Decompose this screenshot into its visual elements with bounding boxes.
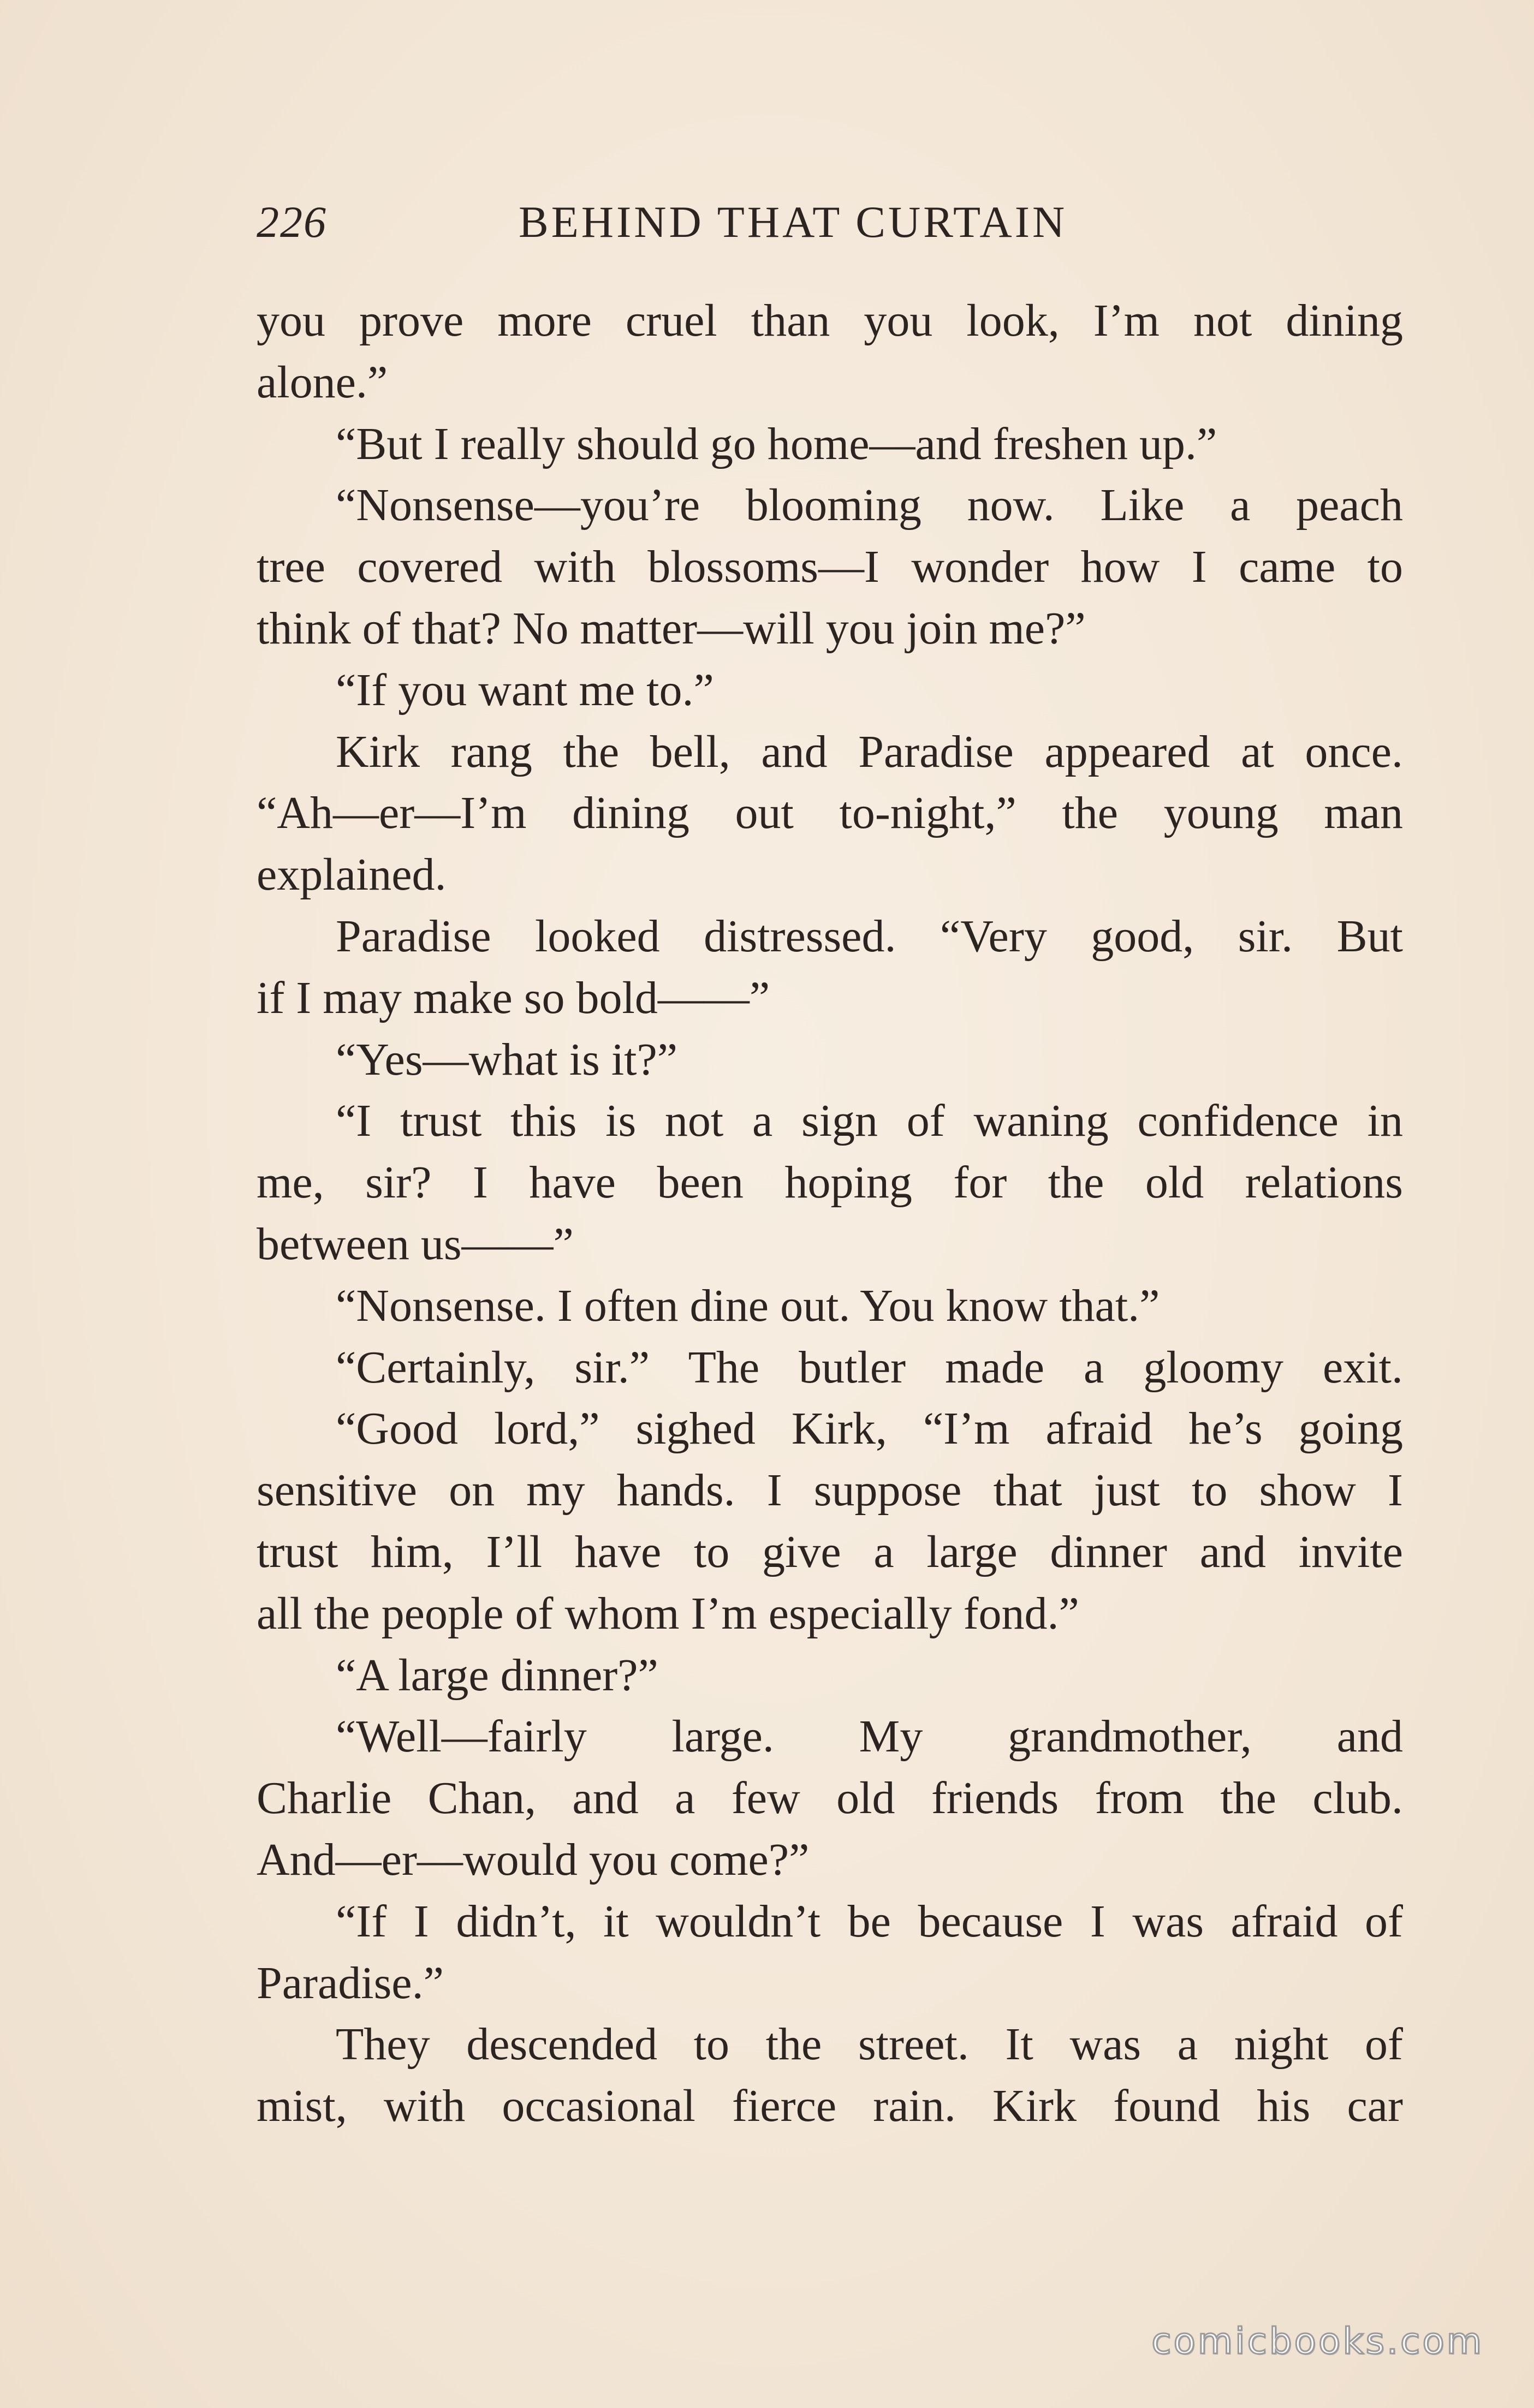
text-line: They descended to the street. It was a night of	[336, 2019, 1403, 2070]
text-line: “Nonsense—you’re blooming now. Like a peach	[336, 480, 1403, 531]
text-line: “Good lord,” sighed Kirk, “I’m afraid he’s going	[336, 1403, 1403, 1455]
text-line: “Nonsense. I often dine out. You know that.”	[336, 1280, 1160, 1331]
text-line: “I trust this is not a sign of waning confidence in	[336, 1095, 1403, 1147]
page-number: 226	[257, 197, 327, 247]
text-line: you prove more cruel than you look, I’m not dining	[257, 295, 1403, 346]
text-line: Kirk rang the bell, and Paradise appeared at once.	[336, 726, 1403, 777]
text-line: explained.	[257, 849, 447, 901]
text-line: “Ah—er—I’m dining out to-night,” the young man	[257, 788, 1403, 839]
text-line: “Well—fairly large. My grandmother, and	[336, 1711, 1403, 1762]
page-header	[257, 196, 1403, 262]
text-line: think of that? No matter—will you join me?”	[257, 603, 1086, 654]
text-line: tree covered with blossoms—I wonder how I came to	[257, 541, 1403, 593]
text-line: “But I really should go home—and freshen up.”	[336, 418, 1217, 469]
text-line: “If you want me to.”	[336, 664, 714, 716]
text-line: Paradise looked distressed. “Very good, sir. But	[336, 910, 1403, 962]
text-line: between us——”	[257, 1218, 574, 1269]
text-line: “If I didn’t, it wouldn’t be because I was afraid of	[336, 1896, 1403, 1947]
text-line: “A large dinner?”	[336, 1649, 658, 1701]
text-line: me, sir? I have been hoping for the old relations	[257, 1157, 1403, 1208]
text-line: trust him, I’ll have to give a large dinner and invite	[257, 1526, 1403, 1577]
body-text	[257, 290, 1403, 2137]
text-line: if I may make so bold——”	[257, 972, 770, 1023]
text-line: mist, with occasional fierce rain. Kirk found his car	[257, 2081, 1403, 2132]
running-head: BEHIND THAT CURTAIN	[519, 197, 1068, 247]
text-line: “Yes—what is it?”	[336, 1034, 678, 1085]
text-line: Paradise.”	[257, 1957, 444, 2008]
text-line: And—er—would you come?”	[257, 1834, 810, 1885]
text-line: all the people of whom I’m especially fond.”	[257, 1588, 1079, 1639]
watermark: comicbooks.com	[1151, 2320, 1484, 2362]
text-line: “Certainly, sir.” The butler made a gloomy exit.	[336, 1342, 1403, 1393]
text-line: Charlie Chan, and a few old friends from the club.	[257, 1773, 1403, 1824]
text-line: sensitive on my hands. I suppose that just to show I	[257, 1465, 1403, 1516]
text-line: alone.”	[257, 356, 388, 408]
